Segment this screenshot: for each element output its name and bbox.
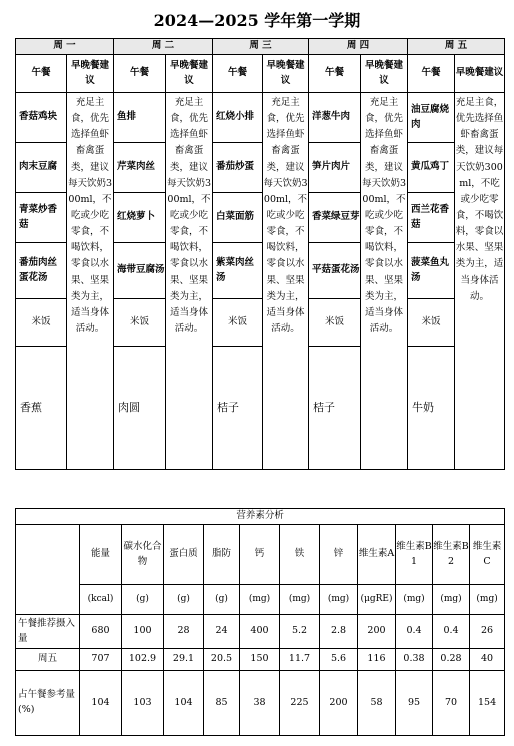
value-cell: 116 bbox=[358, 649, 396, 671]
dish-item: 青菜炒香菇 bbox=[16, 193, 67, 243]
dish-item: 番茄肉丝蛋花汤 bbox=[16, 243, 67, 299]
nutrient-unit: (mg) bbox=[320, 585, 358, 615]
advice-header: 早晚餐建议 bbox=[67, 55, 114, 93]
dish-item: 黄瓜鸡丁 bbox=[408, 143, 455, 193]
value-cell: 5.2 bbox=[280, 615, 320, 649]
fruit-item: 肉圆 bbox=[114, 347, 166, 470]
staple-item: 米饭 bbox=[408, 299, 455, 347]
corner-cell bbox=[16, 525, 80, 615]
value-cell: 5.6 bbox=[320, 649, 358, 671]
nutrient-name: 蛋白质 bbox=[164, 525, 204, 585]
value-cell: 70 bbox=[433, 671, 470, 736]
dish-item: 番茄炒蛋 bbox=[213, 143, 263, 193]
advice-text: 充足主食，优先选择鱼虾畜禽蛋类，建议每天饮奶300ml，不吃或少吃零食，不喝饮料，零食以水果、坚果类为主，适当身体活动。 bbox=[361, 93, 408, 470]
value-cell: 2.8 bbox=[320, 615, 358, 649]
nutrient-unit: (mg) bbox=[470, 585, 505, 615]
fruit-item: 桔子 bbox=[213, 347, 263, 470]
day-header-fri: 周 五 bbox=[408, 39, 505, 55]
nutrient-name: 铁 bbox=[280, 525, 320, 585]
day-header-mon: 周 一 bbox=[16, 39, 114, 55]
day-header-tue: 周 二 bbox=[114, 39, 213, 55]
value-cell: 40 bbox=[470, 649, 505, 671]
dish-item: 西兰花香菇 bbox=[408, 193, 455, 243]
row-label: 占午餐参考量(%) bbox=[16, 671, 80, 736]
page-title: 2024—2025 学年第一学期 bbox=[153, 11, 361, 30]
nutrient-name-row bbox=[16, 525, 505, 585]
dish-item: 芹菜肉丝 bbox=[114, 143, 166, 193]
nutrient-name: 碳水化合物 bbox=[122, 525, 164, 585]
fruit-item: 牛奶 bbox=[408, 347, 455, 470]
nutrient-unit: (μgRE) bbox=[358, 585, 396, 615]
nutrient-name: 锌 bbox=[320, 525, 358, 585]
value-cell: 103 bbox=[122, 671, 164, 736]
day-header-thu: 周 四 bbox=[309, 39, 408, 55]
advice-text: 充足主食，优先选择鱼虾畜禽蛋类，建议每天饮奶300ml，不吃或少吃零食，不喝饮料，零食以水果、坚果类为主，适当身体活动。 bbox=[455, 93, 505, 470]
dish-item: 平菇蛋花汤 bbox=[309, 243, 361, 299]
advice-header: 早晚餐建议 bbox=[361, 55, 408, 93]
value-cell: 707 bbox=[80, 649, 122, 671]
dish-item: 海带豆腐汤 bbox=[114, 243, 166, 299]
dish-item: 笋片肉片 bbox=[309, 143, 361, 193]
nutrition-table bbox=[15, 508, 505, 736]
percentage-row bbox=[16, 671, 505, 736]
dish-item: 洋葱牛肉 bbox=[309, 93, 361, 143]
nutrient-unit: (mg) bbox=[433, 585, 470, 615]
nutrient-name: 钙 bbox=[240, 525, 280, 585]
lunch-header: 午餐 bbox=[213, 55, 263, 93]
value-cell: 200 bbox=[358, 615, 396, 649]
lunch-header: 午餐 bbox=[408, 55, 455, 93]
nutrient-name: 维生素B2 bbox=[433, 525, 470, 585]
dish-item: 香菜绿豆芽 bbox=[309, 193, 361, 243]
staple-item: 米饭 bbox=[16, 299, 67, 347]
lunch-header: 午餐 bbox=[16, 55, 67, 93]
value-cell: 400 bbox=[240, 615, 280, 649]
nutrition-caption: 营养素分析 bbox=[16, 509, 505, 525]
value-cell: 26 bbox=[470, 615, 505, 649]
value-cell: 20.5 bbox=[204, 649, 240, 671]
value-cell: 11.7 bbox=[280, 649, 320, 671]
recommended-intake-row bbox=[16, 615, 505, 649]
staple-item: 米饭 bbox=[213, 299, 263, 347]
nutrient-unit: (mg) bbox=[396, 585, 433, 615]
nutrition-caption-row bbox=[16, 509, 505, 525]
weekly-menu-table bbox=[15, 38, 505, 470]
dish-item: 油豆腐烧肉 bbox=[408, 93, 455, 143]
staple-item: 米饭 bbox=[114, 299, 166, 347]
value-cell: 154 bbox=[470, 671, 505, 736]
nutrient-name: 能量 bbox=[80, 525, 122, 585]
fruit-item: 桔子 bbox=[309, 347, 361, 470]
fruit-item: 香蕉 bbox=[16, 347, 67, 470]
dish-item: 白菜面筋 bbox=[213, 193, 263, 243]
dish-item: 红烧小排 bbox=[213, 93, 263, 143]
friday-row bbox=[16, 649, 505, 671]
value-cell: 0.28 bbox=[433, 649, 470, 671]
column-header-row bbox=[16, 55, 505, 93]
staple-item: 米饭 bbox=[309, 299, 361, 347]
advice-text: 充足主食，优先选择鱼虾畜禽蛋类，建议每天饮奶300ml，不吃或少吃零食，不喝饮料，零食以水果、坚果类为主，适当身体活动。 bbox=[166, 93, 213, 470]
advice-header: 早晚餐建议 bbox=[263, 55, 309, 93]
nutrient-unit: (kcal) bbox=[80, 585, 122, 615]
nutrient-unit: (mg) bbox=[280, 585, 320, 615]
lunch-header: 午餐 bbox=[114, 55, 166, 93]
nutrient-unit: (g) bbox=[122, 585, 164, 615]
nutrient-name: 维生素A bbox=[358, 525, 396, 585]
value-cell: 200 bbox=[320, 671, 358, 736]
nutrient-unit: (g) bbox=[204, 585, 240, 615]
nutrient-name: 维生素C bbox=[470, 525, 505, 585]
unit-row bbox=[16, 585, 505, 615]
day-header-wed: 周 三 bbox=[213, 39, 309, 55]
value-cell: 95 bbox=[396, 671, 433, 736]
value-cell: 29.1 bbox=[164, 649, 204, 671]
value-cell: 150 bbox=[240, 649, 280, 671]
value-cell: 38 bbox=[240, 671, 280, 736]
value-cell: 104 bbox=[80, 671, 122, 736]
nutrient-name: 脂防 bbox=[204, 525, 240, 585]
lunch-header: 午餐 bbox=[309, 55, 361, 93]
dish-item: 红烧萝卜 bbox=[114, 193, 166, 243]
dish-item: 紫菜肉丝汤 bbox=[213, 243, 263, 299]
advice-header: 早晚餐建议 bbox=[455, 55, 505, 93]
value-cell: 24 bbox=[204, 615, 240, 649]
dish-item: 肉末豆腐 bbox=[16, 143, 67, 193]
value-cell: 680 bbox=[80, 615, 122, 649]
row-label: 午餐推荐摄入量 bbox=[16, 615, 80, 649]
value-cell: 104 bbox=[164, 671, 204, 736]
advice-header: 早晚餐建议 bbox=[166, 55, 213, 93]
dish-row bbox=[16, 93, 505, 143]
nutrient-unit: (mg) bbox=[240, 585, 280, 615]
value-cell: 0.4 bbox=[433, 615, 470, 649]
value-cell: 225 bbox=[280, 671, 320, 736]
advice-text: 充足主食，优先选择鱼虾畜禽蛋类，建议每天饮奶300ml，不吃或少吃零食，不喝饮料，零食以水果、坚果类为主，适当身体活动。 bbox=[67, 93, 114, 470]
value-cell: 0.38 bbox=[396, 649, 433, 671]
dish-item: 香菇鸡块 bbox=[16, 93, 67, 143]
value-cell: 0.4 bbox=[396, 615, 433, 649]
value-cell: 100 bbox=[122, 615, 164, 649]
day-header-row bbox=[16, 39, 505, 55]
value-cell: 28 bbox=[164, 615, 204, 649]
nutrient-unit: (g) bbox=[164, 585, 204, 615]
nutrient-name: 维生素B1 bbox=[396, 525, 433, 585]
value-cell: 85 bbox=[204, 671, 240, 736]
dish-item: 菠菜鱼丸汤 bbox=[408, 243, 455, 299]
advice-text: 充足主食，优先选择鱼虾畜禽蛋类，建议每天饮奶300ml，不吃或少吃零食，不喝饮料，零食以水果、坚果类为主，适当身体活动。 bbox=[263, 93, 309, 470]
value-cell: 102.9 bbox=[122, 649, 164, 671]
row-label: 周五 bbox=[16, 649, 80, 671]
dish-item: 鱼排 bbox=[114, 93, 166, 143]
value-cell: 58 bbox=[358, 671, 396, 736]
